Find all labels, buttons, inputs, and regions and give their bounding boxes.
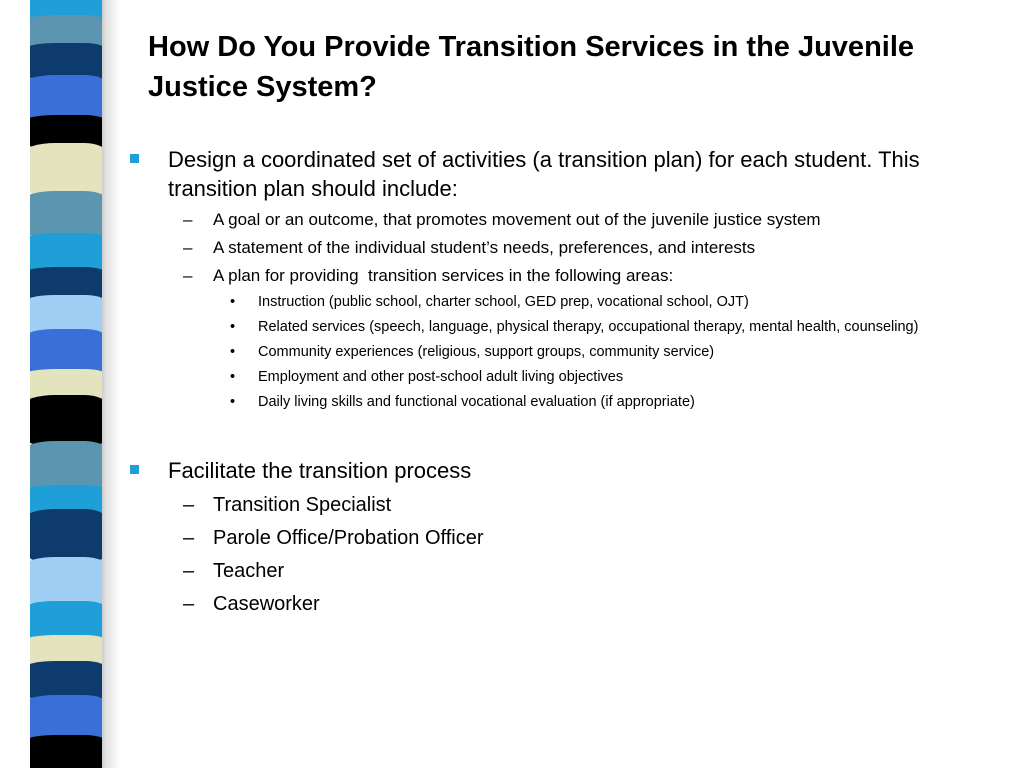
bullet-item xyxy=(130,456,1000,485)
dot-icon: • xyxy=(230,369,236,385)
sub-item xyxy=(130,525,1000,551)
dot-icon: • xyxy=(230,319,236,335)
stripe-band xyxy=(30,441,102,491)
sub-item-text: A statement of the individual student’s needs, preferences, and interests xyxy=(213,238,756,257)
dash-icon: – xyxy=(183,560,195,582)
slide-body xyxy=(130,145,1000,617)
sub-item xyxy=(130,209,1000,231)
slide-title: How Do You Provide Transition Services in the Juvenile Justice System? xyxy=(148,31,915,103)
dot-icon: • xyxy=(230,394,236,410)
sub-item-text: Teacher xyxy=(213,560,285,582)
dot-icon: • xyxy=(230,294,236,310)
sub-item-text: Caseworker xyxy=(213,593,320,615)
stripe-band xyxy=(30,143,102,197)
sub-item xyxy=(130,591,1000,617)
sub-item-text: Transition Specialist xyxy=(213,494,392,516)
stripe-band xyxy=(30,395,102,447)
stripe-band xyxy=(30,557,102,607)
sub-sub-item xyxy=(130,392,1000,412)
dash-icon: – xyxy=(183,527,195,549)
sub-item-text: Parole Office/Probation Officer xyxy=(213,527,484,549)
sub-sub-item-text: Related services (speech, language, physical therapy, occupational therapy, mental health, counseling) xyxy=(258,319,919,335)
decorative-stripe xyxy=(30,0,102,768)
bullet-item xyxy=(130,145,1000,203)
sub-sub-item xyxy=(130,317,1000,337)
bullet-text: Facilitate the transition process xyxy=(168,458,472,483)
sub-sub-item-text: Community experiences (religious, support groups, community service) xyxy=(258,344,715,360)
sub-sub-item xyxy=(130,342,1000,362)
sub-item xyxy=(130,558,1000,584)
dash-icon: – xyxy=(183,494,195,516)
dash-icon: – xyxy=(183,210,193,229)
dash-icon: – xyxy=(183,238,193,257)
stripe-band xyxy=(30,191,102,239)
sub-sub-item xyxy=(130,292,1000,312)
stripe-band xyxy=(30,735,102,768)
sub-item xyxy=(130,237,1000,259)
sub-sub-item-text: Employment and other post-school adult living objectives xyxy=(258,369,624,385)
dot-icon: • xyxy=(230,344,236,360)
stripe-band xyxy=(30,509,102,563)
dash-icon: – xyxy=(183,593,195,615)
sub-item xyxy=(130,492,1000,518)
sub-item-text: A plan for providing transition services in the following areas: xyxy=(213,266,674,285)
section-spacer xyxy=(130,412,1000,456)
bullet-text: Design a coordinated set of activities (a transition plan) for each student. This transition plan should include: xyxy=(168,147,920,201)
dash-icon: – xyxy=(183,266,193,285)
sub-sub-item-text: Instruction (public school, charter school, GED prep, vocational school, OJT) xyxy=(258,294,749,310)
sub-sub-item xyxy=(130,367,1000,387)
sub-item xyxy=(130,265,1000,287)
square-bullet-icon xyxy=(130,465,139,474)
sub-sub-item-text: Daily living skills and functional vocational evaluation (if appropriate) xyxy=(258,394,695,410)
sub-item-text: A goal or an outcome, that promotes movement out of the juvenile justice system xyxy=(213,210,821,229)
square-bullet-icon xyxy=(130,154,139,163)
